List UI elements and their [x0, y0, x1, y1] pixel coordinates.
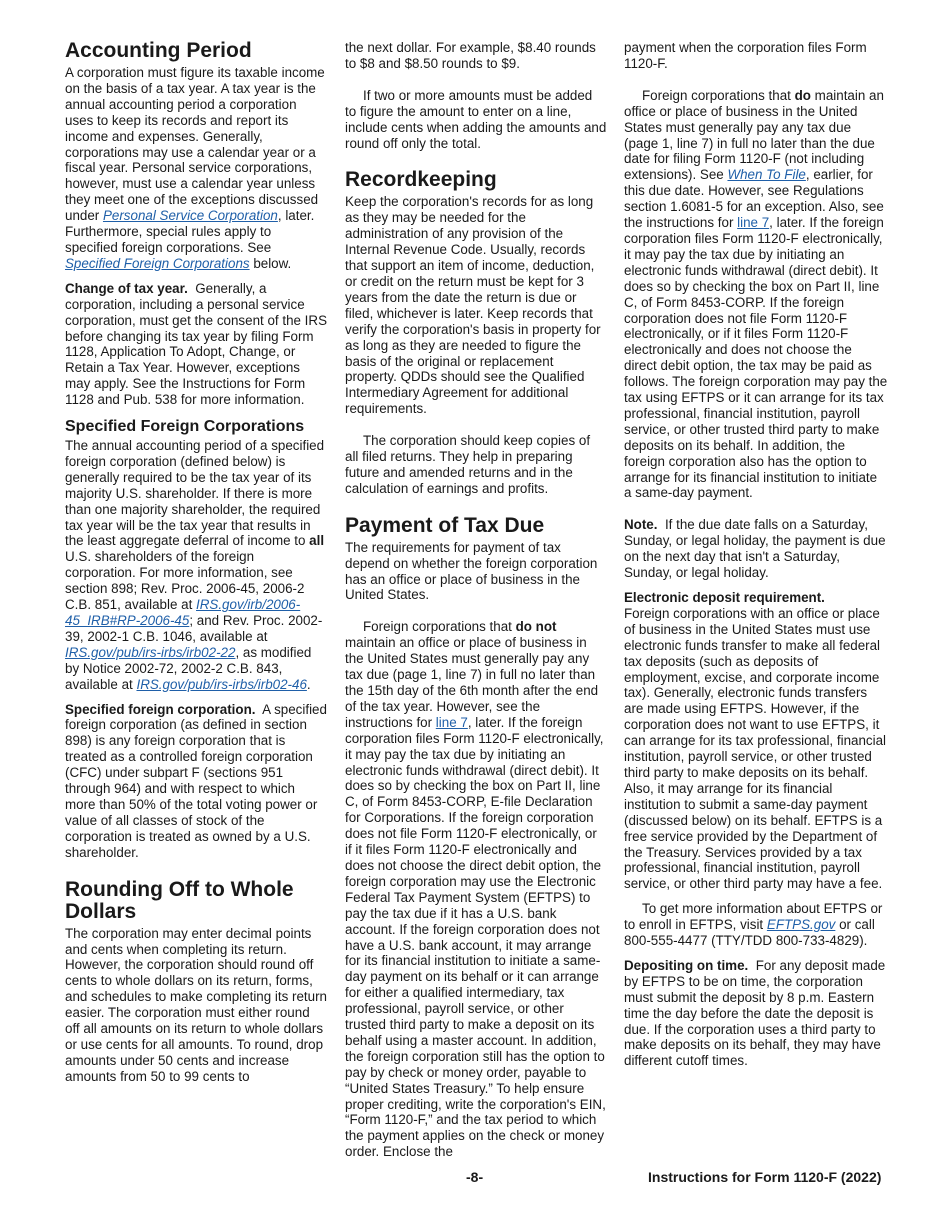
run-in-heading: Change of tax year. [65, 280, 188, 296]
run-in-heading: Note. [624, 517, 658, 533]
run-in-heading: Electronic deposit requirement. [624, 590, 825, 605]
electronic-deposit-paragraph: Electronic deposit requirement. Foreign corporations with an office or place of business in the United States must use electronic funds transfer to make all federal tax deposits (such as deposits of employment, excise, and corporate income tax). Generally, electronic funds transfers are made using EFTPS. However, if the corporation does not want to use EFTPS, it can arrange for its tax professional, financial institution, payroll service, or other trusted third party to make deposits on its behalf. Also, it may arrange for its financial institution to submit a same-day payment (discussed below) on its behalf. EFTPS is a free service provided by the Department of the Treasury. Services provided by a tax professional, financial institution, payroll service, or other third party may have a fee. [624, 590, 887, 892]
link-personal-service-corporation[interactable]: Personal Service Corporation [102, 208, 278, 224]
link-line-7[interactable]: line 7 [435, 714, 468, 730]
heading-recordkeeping: Recordkeeping [345, 168, 497, 192]
link-specified-foreign-corporations[interactable]: Specified Foreign Corporations [65, 255, 250, 271]
link-irb02-46[interactable]: IRS.gov/pub/irs-irbs/irb02-46 [136, 676, 307, 692]
payment-intro: The requirements for payment of tax depend on whether the foreign corporation has an office or place of business in the United States. [345, 539, 598, 603]
footer-form-title: Instructions for Form 1120-F (2022) [648, 1169, 882, 1185]
link-irb02-22[interactable]: IRS.gov/pub/irs-irbs/irb02-22 [65, 644, 236, 660]
column-1 [65, 40, 327, 1085]
column-3 [624, 40, 888, 1069]
heading-rounding-off: Rounding Off to Whole Dollars [65, 877, 294, 923]
specified-foreign-corporation-paragraph: Specified foreign corporation. A specified foreign corporation (as defined in section 898) is any foreign corporation that is treated as a controlled foreign corporation (CFC) under subpart F (sections 951 through 964) and with respect to which more than 50% of the total voting power or value of all classes of stock of the corporation is treated as owned by a U.S. shareholder. [65, 701, 327, 860]
rounding-two-amounts: If two or more amounts must be added to figure the amount to enter on a line, include cents when adding the amounts and round off only the total. [345, 87, 607, 151]
heading-specified-foreign-corporations: Specified Foreign Corporations [65, 418, 305, 436]
payment-do-not-paragraph: Foreign corporations that do not maintain an office or place of business in the United States must generally pay any tax due (page 1, line 7) in full no later than the 15th day of the 6th month after the end of the tax year. However, see the instructions for line 7, later. If the foreign corporation files Form 1120-F electronically, it may pay the tax due by initiating an electronic funds withdrawal (direct debit). It does so by checking the box on Part II, line C, of Form 8453-CORP, E-file Declaration for Corporations. If the foreign corporation does not file Form 1120-F electronically, or if it files Form 1120-F electronically and does not choose the direct debit option, the foreign corporation may use the Electronic Federal Tax Payment System (EFTPS) to pay the tax due if it has a U.S. bank account. If the foreign corporation does not have a U.S. bank account, it may arrange for its financial institution to initiate a same-day payment on its behalf or it can arrange for either a qualified intermediary, tax professional, payroll service, or other trusted third party to make a deposit on its behalf using a master account. In addition, the foreign corporation still has the option to pay by check or money order, payable to “United States Treasury.” To help ensure proper crediting, write the corporation's EIN, “Form 1120-F,” and the tax period to which the payment applies on the check or money order. Enclose the [345, 619, 606, 1160]
column-2 [345, 40, 607, 1160]
link-line-7[interactable]: line 7 [737, 215, 770, 231]
recordkeeping-copies: The corporation should keep copies of all filed returns. They help in preparing future and amended returns and in the calculation of earnings and profits. [345, 433, 591, 496]
rounding-paragraph: The corporation may enter decimal points and cents when completing its return. However, the corporation should round off cents to whole dollars on its return, forms, and schedules to make completing its return easier. The corporation must either round off all amounts on its return to whole dollars or use cents for all amounts. To round, drop amounts under 50 cents and increase amounts from 50 to 99 cents to [65, 925, 328, 1084]
run-in-heading: Depositing on time. [624, 957, 749, 973]
note-paragraph: Note. If the due date falls on a Saturday, Sunday, or legal holiday, the payment is due on the next day that isn't a Saturday, Sunday, or legal holiday. [624, 517, 886, 581]
link-irb-2006-45[interactable]: IRS.gov/irb/2006-45_IRB#RP-2006-45 [65, 597, 301, 628]
recordkeeping-paragraph: Keep the corporation's records for as long as they may be needed for the administration of any provision of the Internal Revenue Code. Usually, records that support an item of income, deduction, or credit on the return must be kept for 3 years from the date the return is due or filed, whichever is later. Keep records that verify the corporation's basis in property for as long as they are needed to figure the basis of the original or replacement property. QDDs should see the Qualified Intermediary Agreement for additional requirements. [345, 194, 601, 417]
run-in-heading: Specified foreign corporation. [65, 701, 256, 717]
depositing-on-time-paragraph: Depositing on time. For any deposit made by EFTPS to be on time, the corporation must submit the deposit by 8 p.m. Eastern time the day before the date the deposit is due. If the corporation uses a third party to make deposits on its behalf, they may have different cutoff times. [624, 957, 886, 1069]
heading-payment-of-tax-due: Payment of Tax Due [345, 513, 545, 537]
eftps-paragraph: To get more information about EFTPS or to enroll in EFTPS, visit EFTPS.gov or call 800-555-4477 (TTY/TDD 800-733-4829). [624, 901, 883, 949]
rounding-continued: the next dollar. For example, $8.40 rounds to $8 and $8.50 rounds to $9. [345, 40, 596, 71]
heading-accounting-period: Accounting Period [65, 39, 252, 62]
change-of-tax-year-paragraph: Change of tax year. Generally, a corporation, including a personal service corporation, must get the consent of the IRS before changing its tax year by filing Form 1128, Application To Adopt, Change, or Retain a Tax Year. However, exceptions may apply. See the Instructions for Form 1128 and Pub. 538 for more information. [65, 280, 328, 408]
payment-continued: payment when the corporation files Form 1120-F. [624, 40, 867, 71]
sfc-paragraph: The annual accounting period of a specified foreign corporation (defined below) is generally required to be the tax year of its majority U.S. shareholder. If there is more than one majority shareholder, the required tax year will be the tax year that results in the least aggregate deferral of income to all U.S. shareholders of the foreign corporation. For more information, see section 898; Rev. Proc. 2006-45, 2006-2 C.B. 851, available at IRS.gov/irb/2006-45_IRB#RP-2006-45; and Rev. Proc. 2002-39, 2002-1 C.B. 1046, available at IRS.gov/pub/irs-irbs/irb02-22, as modified by Notice 2002-72, 2002-2 C.B. 843, available at IRS.gov/pub/irs-irbs/irb02-46. [65, 438, 325, 692]
payment-do-paragraph: Foreign corporations that do maintain an office or place of business in the United States must generally pay any tax due (page 1, line 7) in full no later than the due date for filing Form 1120-F (not including extensions). See When To File, earlier, for this due date. However, see Regulations section 1.6081-5 for an exception. Also, see the instructions for line 7, later. If the foreign corporation files Form 1120-F electronically, it may pay the tax due by initiating an electronic funds withdrawal (direct debit). It does so by checking the box on Part II, line C, of Form 8453-CORP. If the foreign corporation does not file Form 1120-F electronically, or if it files Form 1120-F electronically and does not choose the direct debit option, the tax may be paid as follows. The foreign corporation may pay the tax using EFTPS or it can arrange for its tax professional, financial institution, payroll service, or other trusted third party to make deposits on its behalf. In addition, the foreign corporation also has the option to arrange for its financial institution to initiate a same-day payment. [624, 87, 888, 501]
link-eftps[interactable]: EFTPS.gov [766, 917, 836, 933]
accounting-period-paragraph: A corporation must figure its taxable income on the basis of a tax year. A tax year is the annual accounting period a corporation uses to keep its records and report its income and expenses. Generally, corporations may use a calendar year or a fiscal year. Personal service corporations, however, must use a calendar year unless they meet one of the exceptions discussed under Personal Service Corporation, later. Furthermore, special rules apply to specified foreign corporations. See Specified Foreign Corporations below. [65, 65, 325, 271]
link-when-to-file[interactable]: When To File [727, 167, 806, 183]
page-number: -8- [466, 1169, 484, 1185]
